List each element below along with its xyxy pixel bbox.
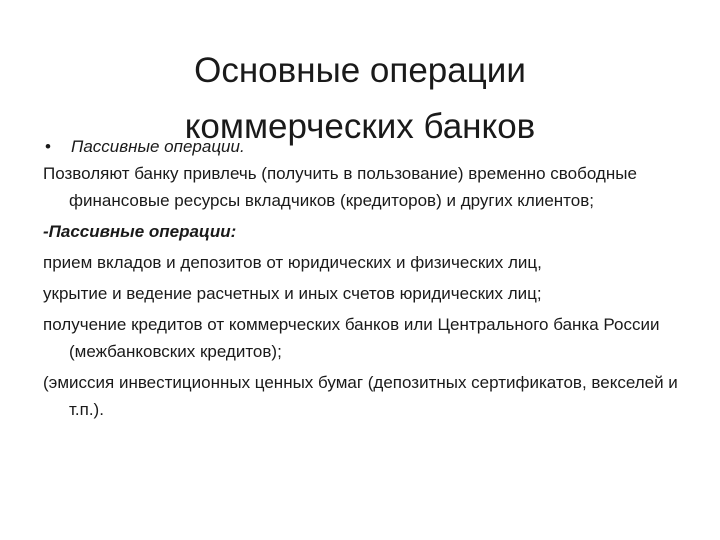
paragraph-item-accounts: укрытие и ведение расчетных и иных счетов юридических лиц; [43, 284, 542, 303]
paragraph-item-deposits: прием вкладов и депозитов от юридических и физических лиц, [43, 253, 542, 272]
bullet-item [45, 133, 683, 160]
slide-title-line-2: коммерческих банков [184, 107, 536, 147]
paragraph-item-credits: получение кредитов от коммерческих банков или Центрального банка России (межбанковских кредитов); [43, 315, 660, 361]
slide-title-line-1: Основные операции [194, 51, 526, 91]
paragraph-subheading: -Пассивные операции: [43, 222, 237, 241]
bullet-icon: • [45, 137, 51, 156]
paragraph-description: Позволяют банку привлечь (получить в пользование) временно свободные финансовые ресурсы вкладчиков (кредиторов) и других клиентов; [43, 164, 637, 210]
bullet-label: Пассивные операции. [71, 137, 245, 156]
slide-body [43, 133, 683, 423]
paragraph-item-securities: (эмиссия инвестиционных ценных бумаг (депозитных сертификатов, векселей и т.п.). [43, 373, 678, 419]
